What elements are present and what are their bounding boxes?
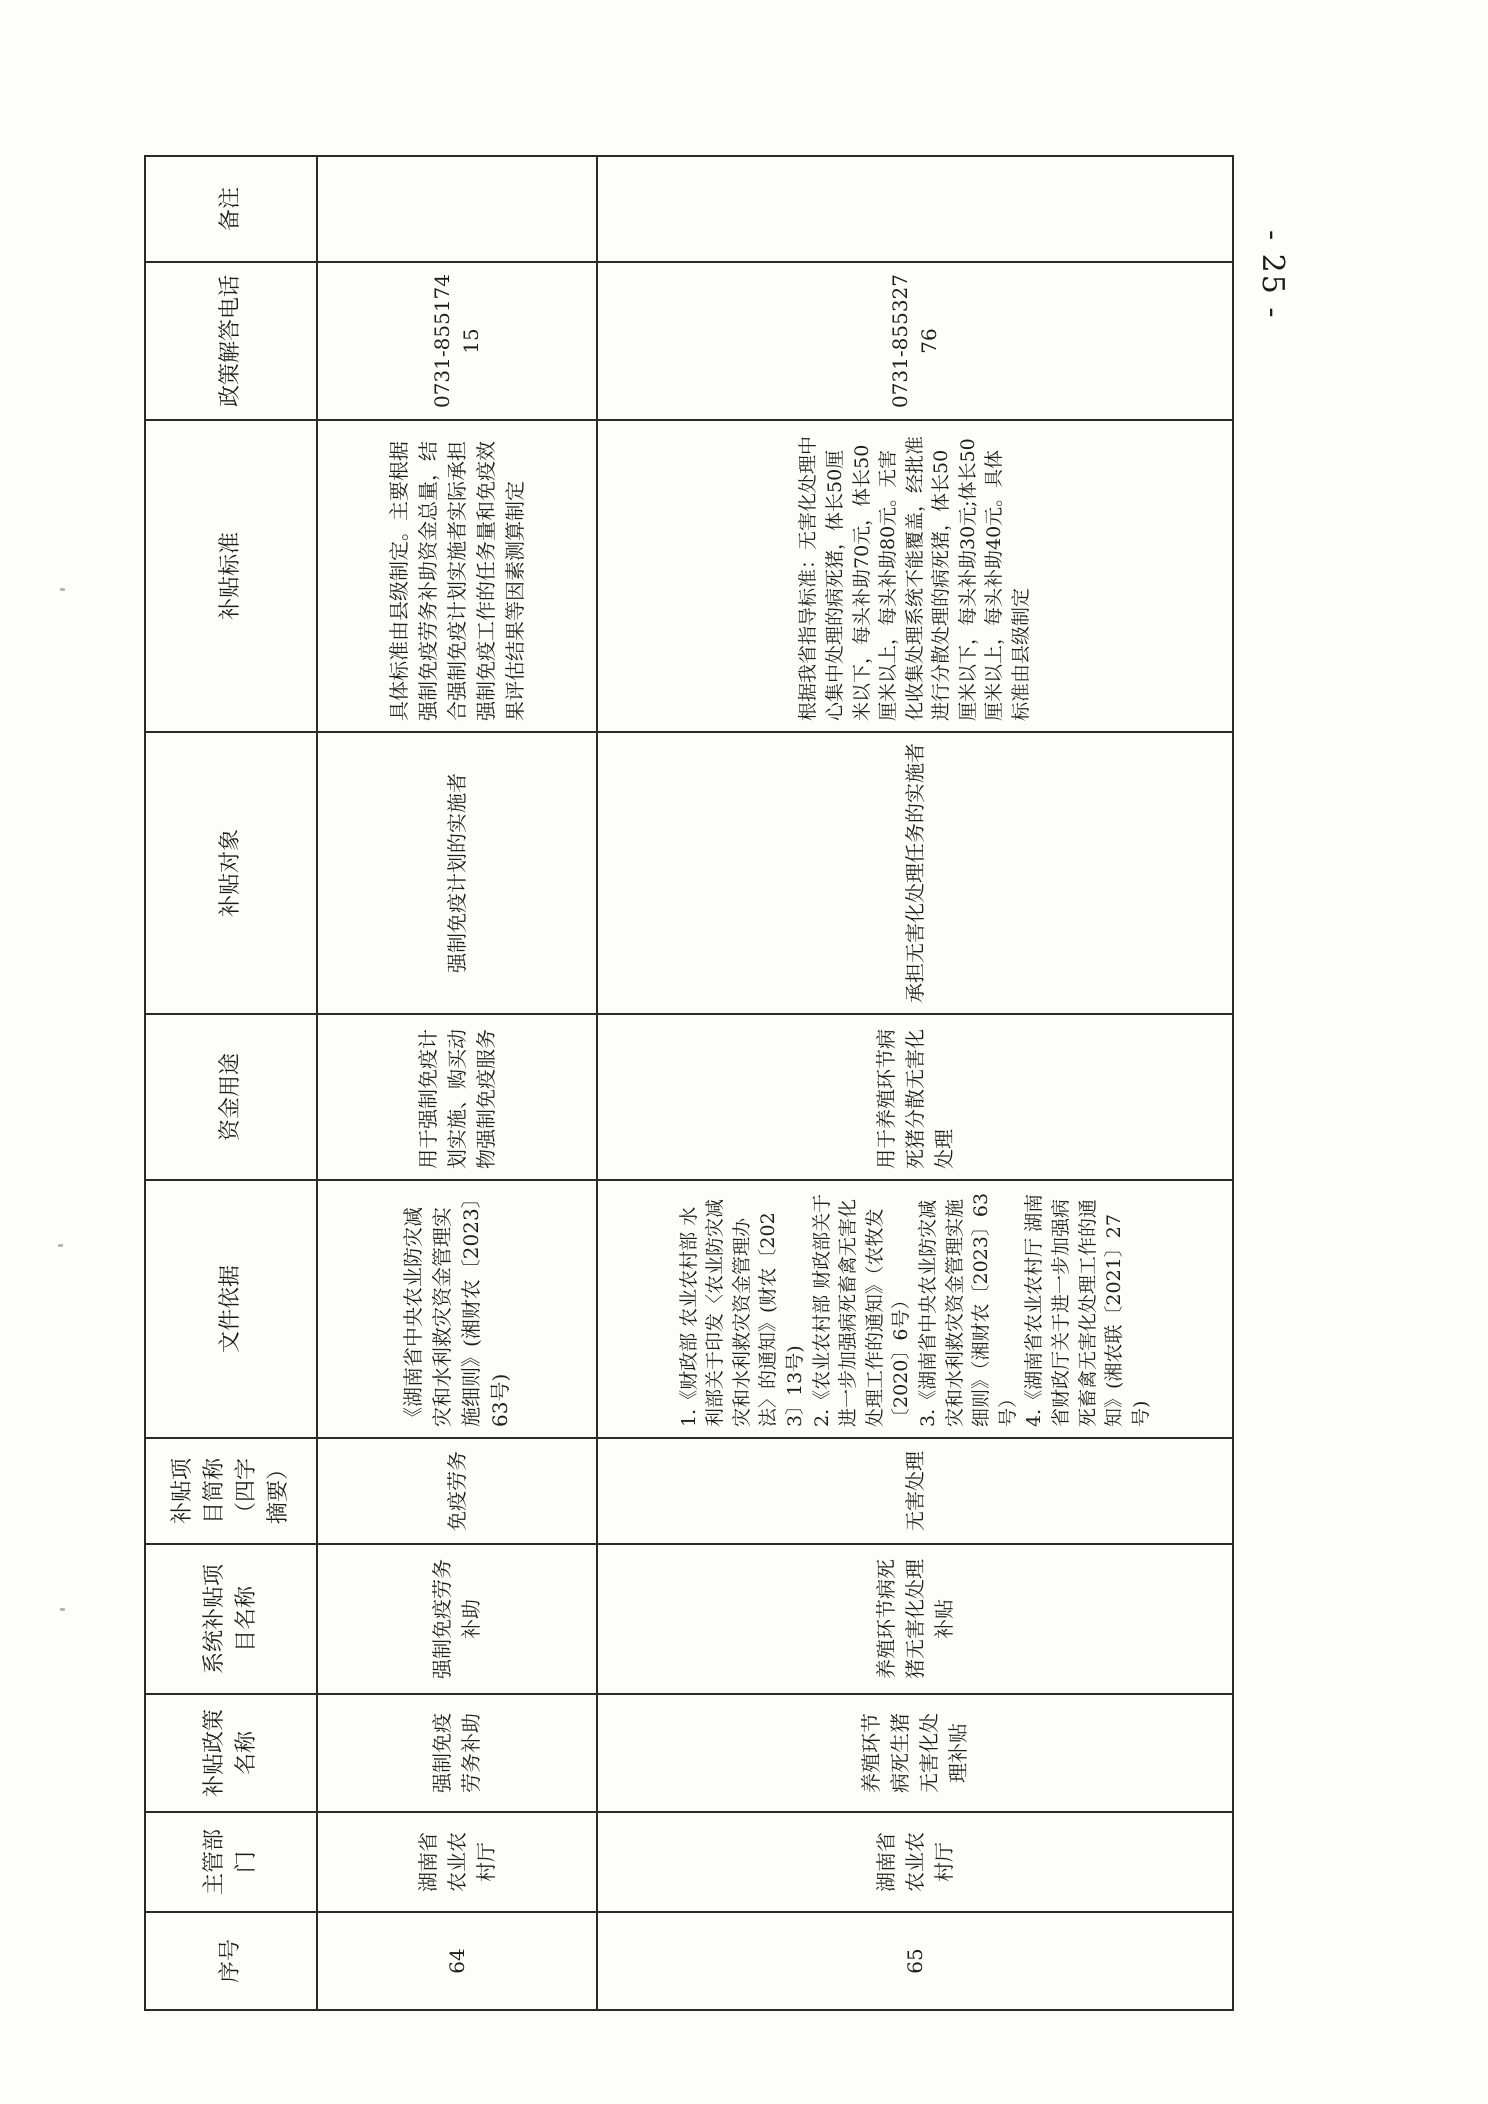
scan-speck bbox=[58, 1244, 63, 1247]
table-row bbox=[597, 156, 1233, 2010]
scan-speck bbox=[60, 1608, 65, 1611]
cell-standard: 根据我省指导标准：无害化处理中心集中处理的病死猪，体长50厘米以下，每头补助70元，体长50厘米以上，每头补助80元。无害化收集处理系统不能覆盖，经批准进行分散处理的病死猪，体长50厘米以下，每头补助30元;体长50厘米以上，每头补助40元。具体标准由县级制定 bbox=[597, 420, 1233, 732]
header-row bbox=[145, 156, 317, 2010]
subsidy-table-rotated bbox=[144, 157, 1234, 2011]
table-row bbox=[317, 156, 597, 2010]
cell-dept: 湖南省农业农村厅 bbox=[597, 1812, 1233, 1912]
header-seq: 序号 bbox=[145, 1912, 317, 2010]
header-use: 资金用途 bbox=[145, 1014, 317, 1180]
header-standard: 补贴标准 bbox=[145, 420, 317, 732]
subsidy-table bbox=[144, 155, 1234, 2011]
cell-basis: 《湖南省中央农业防灾减灾和水利救灾资金管理实施细则》(湘财农〔2023〕63号) bbox=[317, 1180, 597, 1438]
cell-dept: 湖南省农业农村厅 bbox=[317, 1812, 597, 1912]
cell-target: 承担无害化处理任务的实施者 bbox=[597, 732, 1233, 1014]
header-remark: 备注 bbox=[145, 156, 317, 262]
cell-remark bbox=[317, 156, 597, 262]
cell-seq: 64 bbox=[317, 1912, 597, 2010]
cell-policy: 强制免疫劳务补助 bbox=[317, 1694, 597, 1812]
cell-standard: 具体标准由县级制定。主要根据强制免疫劳务补助资金总量，结合强制免疫计划实施者实际承担强制免疫工作的任务量和免疫效果评估结果等因素测算制定 bbox=[317, 420, 597, 732]
cell-seq: 65 bbox=[597, 1912, 1233, 2010]
cell-system-item: 强制免疫劳务补助 bbox=[317, 1544, 597, 1694]
cell-basis: 1.《财政部 农业农村部 水利部关于印发〈农业防灾减灾和水利救灾资金管理办法〉的通知》(财农〔2023〕13号) 2.《农业农村部 财政部关于进一步加强病死畜禽无害化处理工作的通知》（农牧发〔2020〕6号） 3.《湖南省中央农业防灾减灾和水利救灾资金管理实施细则》（湘财农〔2023〕63号） 4.《湖南省农业农村厅 湖南省财政厅关于进一步加强病死畜禽无害化处理工作的通知》(湘农联〔2021〕27号) bbox=[597, 1180, 1233, 1438]
cell-policy: 养殖环节病死生猪无害化处理补贴 bbox=[597, 1694, 1233, 1812]
cell-remark bbox=[597, 156, 1233, 262]
scan-speck bbox=[60, 588, 65, 591]
cell-item-short: 无害处理 bbox=[597, 1438, 1233, 1544]
cell-phone: 0731-85517415 bbox=[317, 262, 597, 420]
cell-item-short: 免疫劳务 bbox=[317, 1438, 597, 1544]
header-system-item: 系统补贴项目名称 bbox=[145, 1544, 317, 1694]
page-number: - 25 - bbox=[1255, 230, 1290, 320]
cell-system-item: 养殖环节病死猪无害化处理补贴 bbox=[597, 1544, 1233, 1694]
header-item-short: 补贴项目简称（四字摘要） bbox=[145, 1438, 317, 1544]
header-phone: 政策解答电话 bbox=[145, 262, 317, 420]
header-basis: 文件依据 bbox=[145, 1180, 317, 1438]
header-policy: 补贴政策名称 bbox=[145, 1694, 317, 1812]
header-target: 补贴对象 bbox=[145, 732, 317, 1014]
cell-use: 用于养殖环节病死猪分散无害化处理 bbox=[597, 1014, 1233, 1180]
cell-use: 用于强制免疫计划实施、购买动物强制免疫服务 bbox=[317, 1014, 597, 1180]
header-dept: 主管部门 bbox=[145, 1812, 317, 1912]
cell-target: 强制免疫计划的实施者 bbox=[317, 732, 597, 1014]
cell-phone: 0731-85532776 bbox=[597, 262, 1233, 420]
